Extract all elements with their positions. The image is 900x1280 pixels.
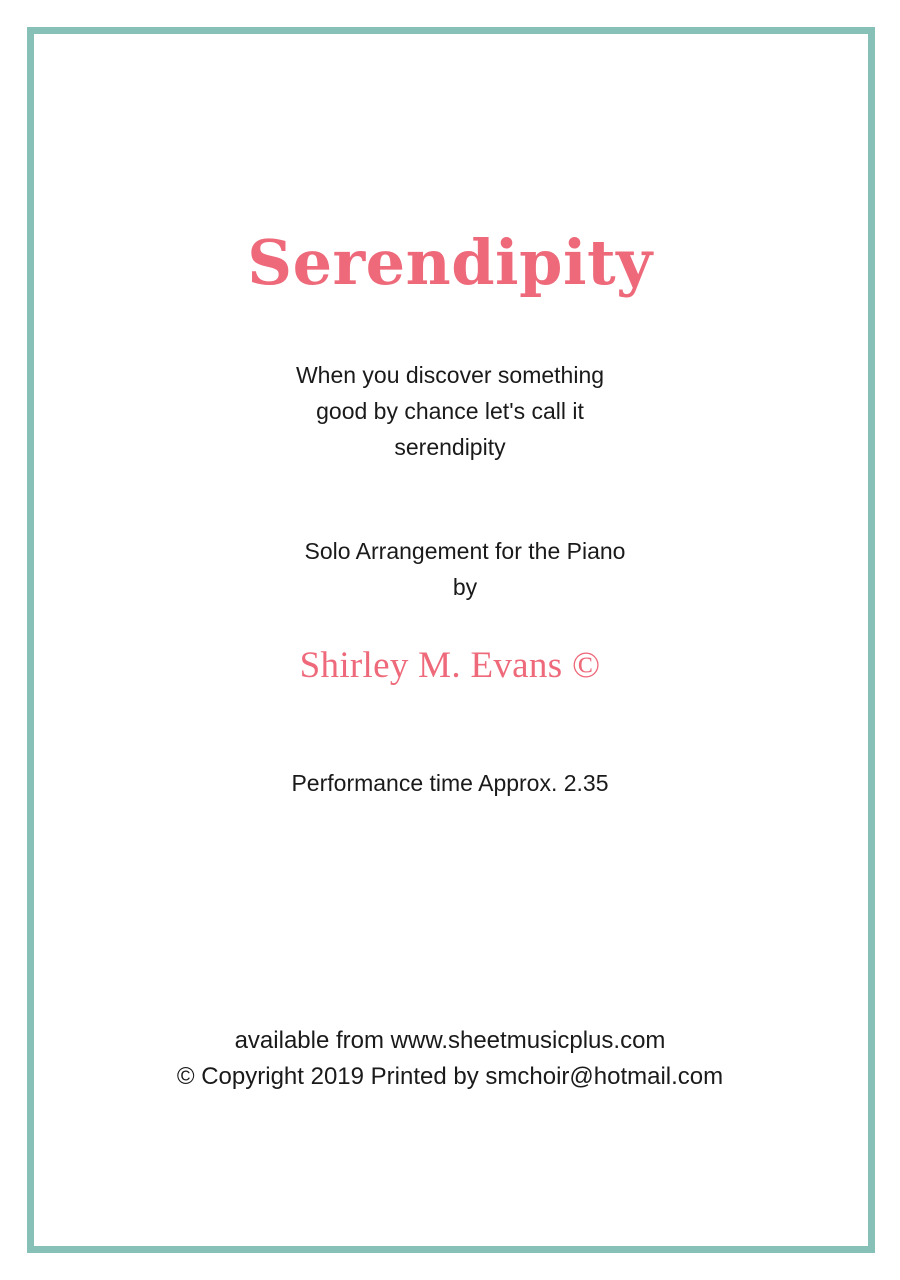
- tagline-line-3: serendipity: [394, 434, 506, 460]
- page-title: Serendipity: [247, 226, 653, 299]
- tagline: [0, 357, 900, 465]
- copyright-text: © Copyright 2019 Printed by smchoir@hotmail.com: [176, 1063, 724, 1090]
- arrangement-line: Solo Arrangement for the Piano: [304, 538, 626, 564]
- by-line: by: [452, 574, 478, 600]
- tagline-line-2: good by chance let's call it: [316, 398, 584, 424]
- tagline-line-1: When you discover something: [295, 362, 605, 388]
- arrangement-info: [0, 533, 900, 605]
- performance-time: Performance time Approx. 2.35: [291, 770, 609, 796]
- footer: [0, 1023, 900, 1095]
- availability-text: available from www.sheetmusicplus.com: [234, 1027, 666, 1054]
- composer-name: Shirley M. Evans ©: [299, 645, 601, 686]
